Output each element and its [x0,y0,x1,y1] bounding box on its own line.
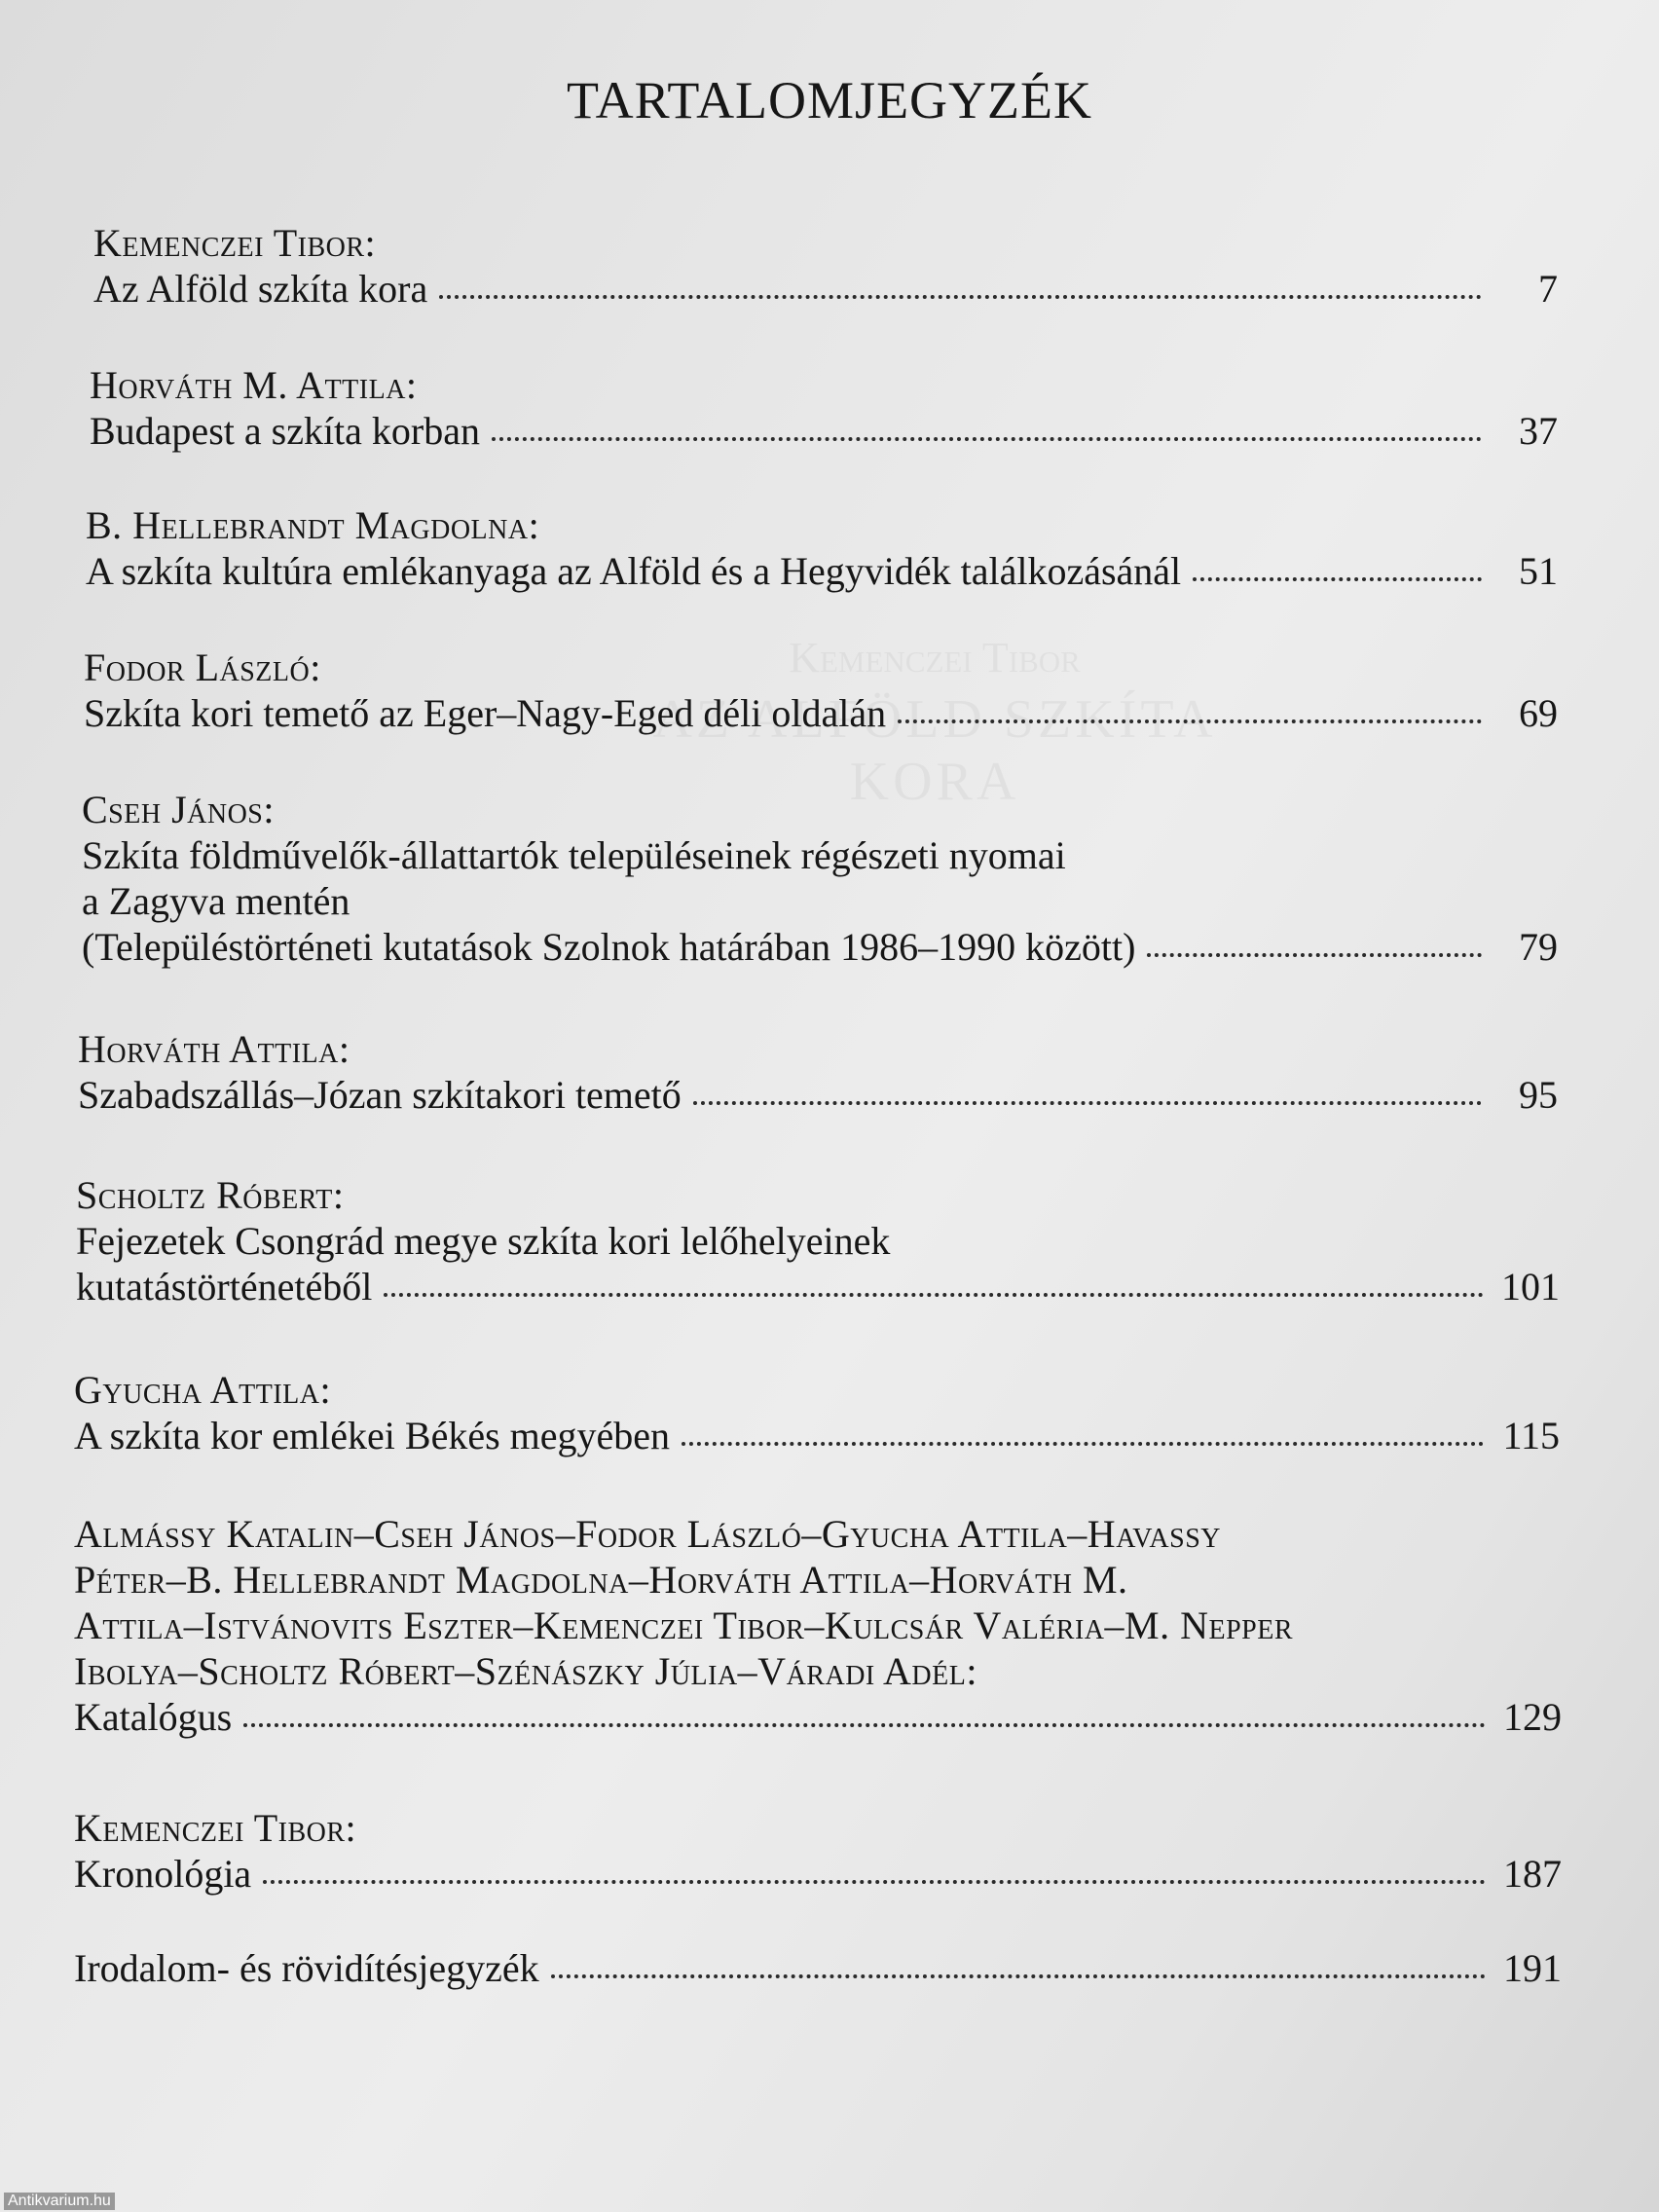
entry-author-line-4: Ibolya–Scholtz Róbert–Szénászky Júlia–Váradi Adél: [74,1649,977,1693]
entry-title: Irodalom- és rövidítésjegyzék [74,1946,539,1990]
toc-entry-horvath-szabadszallas [78,1026,1558,1118]
entry-title-line [84,690,1558,736]
toc-entry-scholtz [76,1172,1560,1309]
entry-page-number: 95 [1519,1073,1558,1117]
entry-author: Horváth M. Attila: [90,363,418,407]
entry-author: Horváth Attila: [78,1027,350,1071]
source-watermark: Antikvarium.hu [4,2193,115,2210]
entry-page-number: 191 [1503,1946,1562,1990]
entry-page-number: 101 [1501,1265,1560,1309]
entry-page-number: 187 [1503,1852,1562,1896]
entry-author: Gyucha Attila: [74,1368,332,1412]
entry-title: kutatástörténetéből [76,1265,373,1309]
entry-author: Scholtz Róbert: [76,1173,345,1217]
entry-title-line-1: Fejezetek Csongrád megye szkíta kori lelőhelyeinek [76,1219,891,1263]
entry-author-line-3: Attila–Istvánovits Eszter–Kemenczei Tibor–Kulcsár Valéria–M. Nepper [74,1604,1294,1647]
entry-title: A szkíta kor emlékei Békés megyében [74,1414,671,1457]
entry-title: Szkíta kori temető az Eger–Nagy-Eged déli oldalán [84,691,887,735]
toc-entry-kronologia [74,1805,1562,1897]
entry-title: A szkíta kultúra emlékanyaga az Alföld és a Hegyvidék találkozásánál [86,549,1182,593]
entry-title: Katalógus [74,1695,233,1739]
toc-entry-fodor [84,645,1558,736]
dot-leader [682,1442,1484,1446]
dot-leader [1193,577,1482,581]
toc-entry-hellebrandt [86,502,1558,594]
dot-leader [492,437,1482,441]
entry-page-number: 51 [1519,549,1558,593]
entry-author-line-1: Almássy Katalin–Cseh János–Fodor László–Gyucha Attila–Havassy [74,1512,1221,1556]
page-title: TARTALOMJEGYZÉK [566,71,1093,129]
entry-title: Az Alföld szkíta kora [93,267,428,311]
toc-entry-gyucha [74,1367,1560,1458]
dot-leader [693,1101,1482,1105]
dot-leader [1147,953,1482,957]
toc-entry-katalogus [74,1511,1562,1740]
toc-entry-irodalom [74,1945,1562,1991]
entry-page-number: 129 [1503,1695,1562,1739]
entry-title-line [76,1264,1560,1309]
entry-title-line [74,1851,1562,1897]
toc-entry-horvath-budapest [90,362,1558,454]
dot-leader [898,719,1482,723]
entry-title-line [74,1945,1562,1991]
dot-leader [551,1974,1486,1978]
entry-page-number: 7 [1538,267,1558,311]
dot-leader [243,1723,1486,1727]
entry-author: B. Hellebrandt Magdolna: [86,503,540,547]
entry-page-number: 37 [1519,409,1558,453]
entry-author: Fodor László: [84,645,321,689]
dot-leader [384,1293,1484,1297]
entry-title-line-1: Szkíta földművelők-állattartók településeinek régészeti nyomai [82,833,1066,877]
entry-title-line-2: a Zagyva mentén [82,879,350,923]
entry-title-line [78,1072,1558,1118]
dot-leader [439,295,1482,299]
entry-title: Budapest a szkíta korban [90,409,480,453]
entry-title-line [74,1694,1562,1740]
entry-title-line [82,924,1558,970]
toc-entry-kemenczei-alfold [93,220,1558,312]
entry-title: Kronológia [74,1852,252,1896]
entry-title: (Településtörténeti kutatások Szolnok határában 1986–1990 között) [82,925,1136,969]
entry-page-number: 115 [1502,1414,1560,1457]
entry-title-line [86,548,1558,594]
entry-title-line [74,1413,1560,1458]
entry-title: Szabadszállás–Józan szkítakori temető [78,1073,682,1117]
toc-entry-cseh [82,787,1558,970]
entry-author: Kemenczei Tibor: [93,221,377,265]
dot-leader [263,1880,1486,1884]
entry-title-line [90,408,1558,454]
entry-author: Cseh János: [82,788,275,831]
entry-page-number: 69 [1519,691,1558,735]
entry-title-line [93,266,1558,312]
entry-author: Kemenczei Tibor: [74,1806,357,1850]
entry-author-line-2: Péter–B. Hellebrandt Magdolna–Horváth Attila–Horváth M. [74,1558,1128,1602]
entry-page-number: 79 [1519,925,1558,969]
